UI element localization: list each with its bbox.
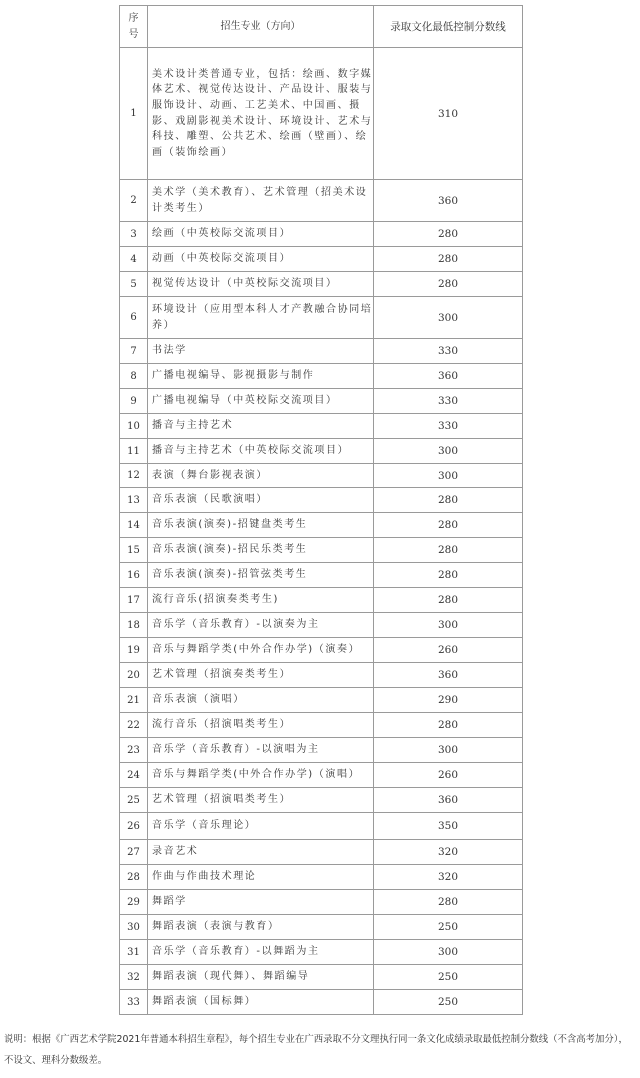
row-score: 330 (374, 389, 523, 414)
table-row (120, 222, 523, 247)
table-row (120, 763, 523, 788)
row-major: 音乐表演（民歌演唱） (148, 488, 374, 513)
table-row (120, 915, 523, 940)
row-index: 6 (120, 297, 148, 339)
admission-score-table (119, 5, 523, 1015)
row-major: 录音艺术 (148, 840, 374, 865)
table-row (120, 688, 523, 713)
row-score: 310 (374, 48, 523, 180)
row-index: 25 (120, 788, 148, 813)
row-index: 28 (120, 865, 148, 890)
table-row (120, 965, 523, 990)
row-score: 280 (374, 513, 523, 538)
row-major: 书法学 (148, 339, 374, 364)
table-row (120, 464, 523, 488)
row-index: 17 (120, 588, 148, 613)
row-index: 22 (120, 713, 148, 738)
row-score: 280 (374, 563, 523, 588)
row-major: 流行音乐（招演唱类考生） (148, 713, 374, 738)
row-index: 26 (120, 813, 148, 840)
row-major: 作曲与作曲技术理论 (148, 865, 374, 890)
table-row (120, 990, 523, 1015)
row-index: 15 (120, 538, 148, 563)
table-row (120, 890, 523, 915)
table-row (120, 738, 523, 763)
row-index: 12 (120, 464, 148, 488)
row-score: 280 (374, 890, 523, 915)
row-index: 23 (120, 738, 148, 763)
row-major: 环境设计（应用型本科人才产教融合协同培养） (148, 297, 374, 339)
row-score: 290 (374, 688, 523, 713)
row-major: 舞蹈表演（现代舞）、舞蹈编导 (148, 965, 374, 990)
row-major: 音乐与舞蹈学类(中外合作办学)（演唱） (148, 763, 374, 788)
row-major: 音乐与舞蹈学类(中外合作办学)（演奏） (148, 638, 374, 663)
table-row (120, 339, 523, 364)
table-row (120, 180, 523, 222)
row-index: 8 (120, 364, 148, 389)
table-row (120, 488, 523, 513)
row-score: 320 (374, 865, 523, 890)
row-index: 9 (120, 389, 148, 414)
row-index: 33 (120, 990, 148, 1015)
row-major: 广播电视编导、影视摄影与制作 (148, 364, 374, 389)
row-index: 4 (120, 247, 148, 272)
table-row (120, 788, 523, 813)
row-major: 美术学（美术教育）、艺术管理（招美术设计类考生） (148, 180, 374, 222)
table-row (120, 813, 523, 840)
row-score: 280 (374, 538, 523, 563)
row-index: 30 (120, 915, 148, 940)
row-major: 音乐表演(演奏)-招民乐类考生 (148, 538, 374, 563)
row-score: 280 (374, 272, 523, 297)
row-major: 舞蹈表演（表演与教育） (148, 915, 374, 940)
table-row (120, 414, 523, 439)
row-index: 5 (120, 272, 148, 297)
table-row (120, 538, 523, 563)
table-row (120, 364, 523, 389)
row-score: 360 (374, 663, 523, 688)
row-score: 300 (374, 464, 523, 488)
row-major: 音乐学（音乐教育）-以演唱为主 (148, 738, 374, 763)
row-score: 350 (374, 813, 523, 840)
table-row (120, 439, 523, 464)
row-score: 260 (374, 638, 523, 663)
row-index: 24 (120, 763, 148, 788)
row-score: 250 (374, 965, 523, 990)
row-major: 美术设计类普通专业，包括：绘画、数字媒体艺术、视觉传达设计、产品设计、服装与服饰设计、动画、工艺美术、中国画、摄影、戏剧影视美术设计、环境设计、艺术与科技、雕塑、公共艺术、绘画（壁画）、绘画（装饰绘画） (148, 48, 374, 180)
row-score: 330 (374, 339, 523, 364)
row-index: 32 (120, 965, 148, 990)
row-score: 360 (374, 788, 523, 813)
row-score: 300 (374, 297, 523, 339)
row-score: 330 (374, 414, 523, 439)
row-major: 舞蹈学 (148, 890, 374, 915)
row-index: 27 (120, 840, 148, 865)
row-score: 320 (374, 840, 523, 865)
row-index: 21 (120, 688, 148, 713)
row-major: 广播电视编导（中英校际交流项目） (148, 389, 374, 414)
row-index: 29 (120, 890, 148, 915)
table-row (120, 840, 523, 865)
row-major: 音乐表演(演奏)-招管弦类考生 (148, 563, 374, 588)
row-index: 3 (120, 222, 148, 247)
table-row (120, 865, 523, 890)
row-score: 280 (374, 222, 523, 247)
header-index-line2: 号 (128, 28, 139, 40)
row-score: 280 (374, 713, 523, 738)
table-row (120, 48, 523, 180)
row-score: 280 (374, 488, 523, 513)
row-major: 动画（中英校际交流项目） (148, 247, 374, 272)
table-row (120, 272, 523, 297)
row-index: 13 (120, 488, 148, 513)
row-major: 绘画（中英校际交流项目） (148, 222, 374, 247)
row-index: 10 (120, 414, 148, 439)
table-body (120, 48, 523, 1015)
row-score: 300 (374, 738, 523, 763)
row-score: 360 (374, 364, 523, 389)
row-score: 250 (374, 990, 523, 1015)
row-major: 艺术管理（招演奏类考生） (148, 663, 374, 688)
row-index: 31 (120, 940, 148, 965)
row-score: 300 (374, 940, 523, 965)
table-header-row (120, 6, 523, 48)
row-score: 260 (374, 763, 523, 788)
table-row (120, 663, 523, 688)
row-index: 18 (120, 613, 148, 638)
row-index: 14 (120, 513, 148, 538)
row-major: 音乐学（音乐教育）-以舞蹈为主 (148, 940, 374, 965)
row-major: 播音与主持艺术 (148, 414, 374, 439)
row-major: 音乐表演(演奏)-招键盘类考生 (148, 513, 374, 538)
row-index: 20 (120, 663, 148, 688)
row-score: 280 (374, 247, 523, 272)
table-row (120, 613, 523, 638)
row-major: 表演（舞台影视表演） (148, 464, 374, 488)
row-index: 7 (120, 339, 148, 364)
header-major: 招生专业（方向） (148, 6, 374, 48)
row-major: 音乐学（音乐教育）-以演奏为主 (148, 613, 374, 638)
row-index: 16 (120, 563, 148, 588)
table-row (120, 713, 523, 738)
row-score: 250 (374, 915, 523, 940)
row-major: 音乐学（音乐理论） (148, 813, 374, 840)
row-major: 舞蹈表演（国标舞） (148, 990, 374, 1015)
table-row (120, 247, 523, 272)
table-row (120, 638, 523, 663)
row-index: 1 (120, 48, 148, 180)
row-index: 19 (120, 638, 148, 663)
row-major: 视觉传达设计（中英校际交流项目） (148, 272, 374, 297)
row-index: 2 (120, 180, 148, 222)
table-row (120, 513, 523, 538)
header-index (120, 6, 148, 48)
footnote: 说明：根据《广西艺术学院2021年普通本科招生章程》，每个招生专业在广西录取不分文理执行同一条文化成绩录取最低控制分数线（不含高考加分），不设文、理科分数级差。 (4, 1034, 628, 1066)
table-row (120, 940, 523, 965)
row-major: 音乐表演（演唱） (148, 688, 374, 713)
row-index: 11 (120, 439, 148, 464)
header-index-line1: 序 (128, 12, 139, 24)
row-score: 300 (374, 613, 523, 638)
header-score: 录取文化最低控制分数线 (374, 6, 523, 48)
row-score: 280 (374, 588, 523, 613)
table-row (120, 588, 523, 613)
table-row (120, 563, 523, 588)
row-major: 播音与主持艺术（中英校际交流项目） (148, 439, 374, 464)
row-major: 艺术管理（招演唱类考生） (148, 788, 374, 813)
row-score: 360 (374, 180, 523, 222)
table-row (120, 297, 523, 339)
row-score: 300 (374, 439, 523, 464)
table-row (120, 389, 523, 414)
row-major: 流行音乐(招演奏类考生) (148, 588, 374, 613)
